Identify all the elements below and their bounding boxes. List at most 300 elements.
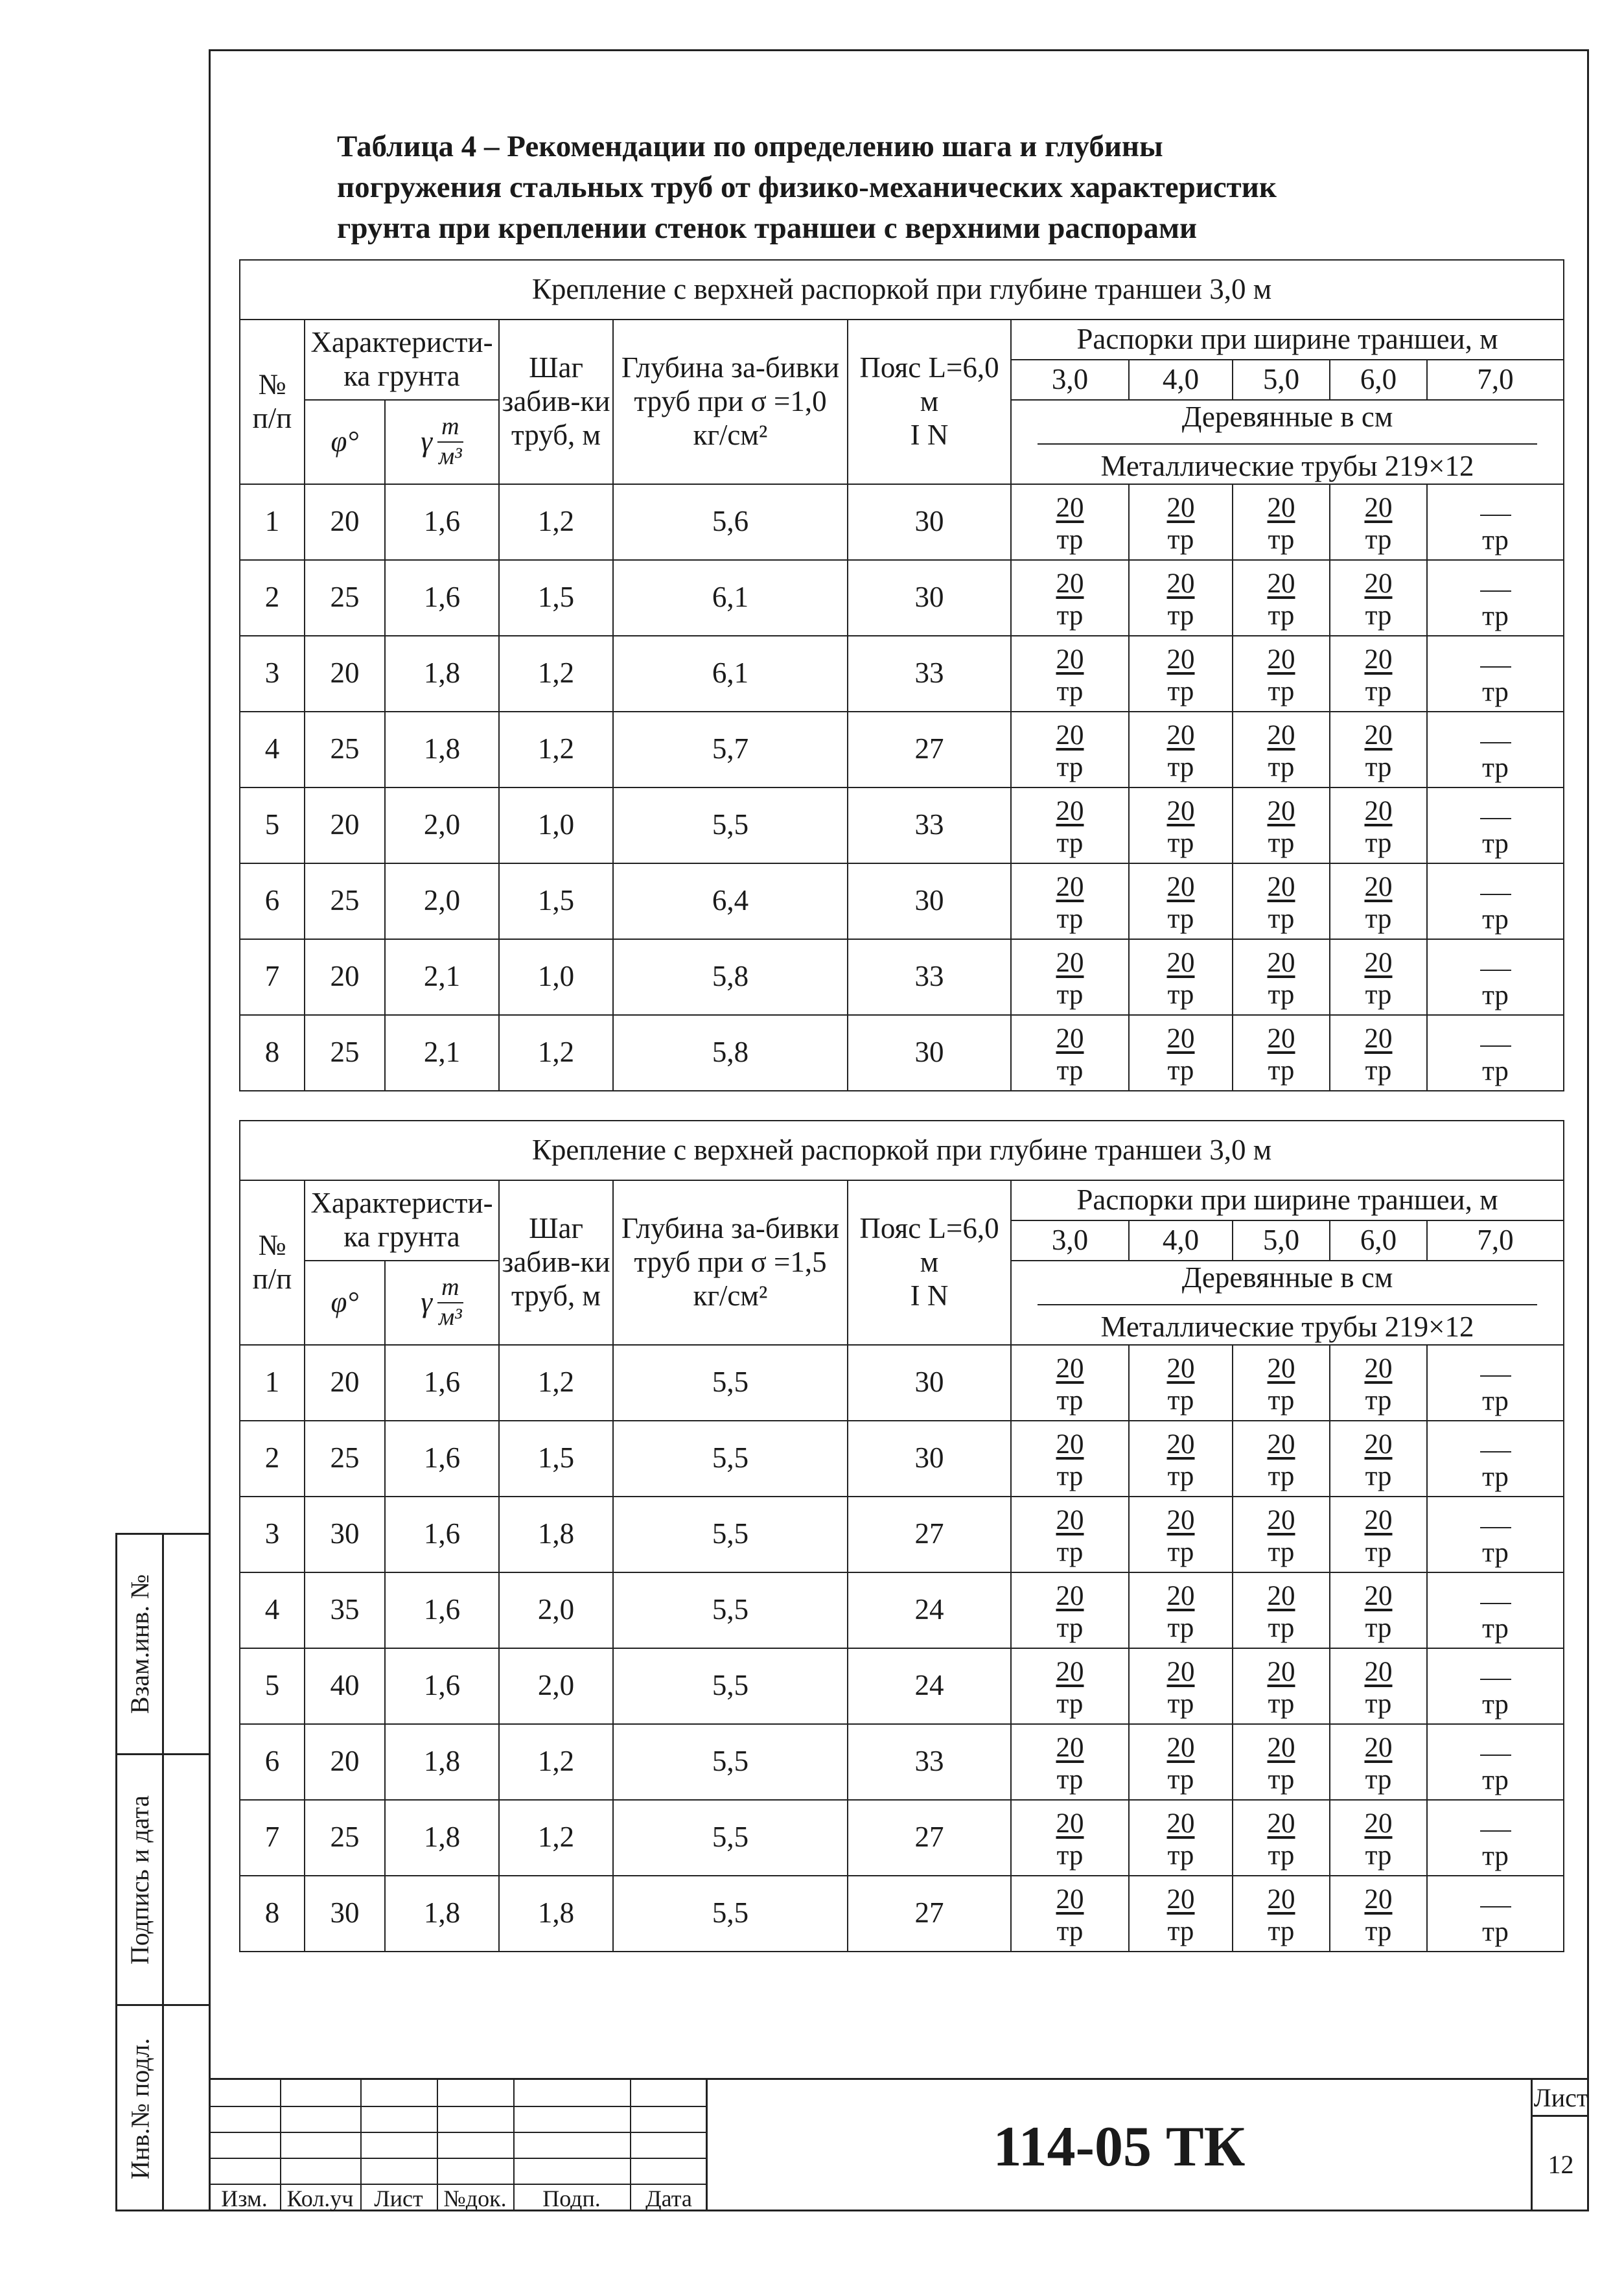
header-depth: Глубина за-бивки труб при σ =1,0 кг/см²: [613, 320, 848, 484]
side-cell-replace: [117, 1535, 211, 1755]
strut-wood-size: 20: [1166, 1732, 1195, 1763]
header-width: 4,0: [1129, 360, 1233, 400]
cell-strut: [1129, 1648, 1233, 1724]
strut-wood-size: 20: [1056, 1808, 1084, 1839]
strut-metal: тр: [1167, 827, 1194, 858]
cell-strut: [1129, 1421, 1233, 1497]
strut-wood-size: 20: [1056, 1884, 1084, 1915]
strut-metal: тр: [1365, 1915, 1392, 1946]
strut-metal: тр: [1056, 827, 1084, 858]
cell-strut: [1011, 1648, 1129, 1724]
cell-n: 3: [240, 636, 305, 712]
cell-phi: 20: [305, 939, 385, 1015]
strut-dash: [1480, 1891, 1511, 1907]
strut-dash: [1480, 1587, 1511, 1604]
cell-strut: [1330, 939, 1427, 1015]
strut-metal: тр: [1268, 1612, 1295, 1643]
strut-fraction: [1480, 878, 1511, 933]
cell-strut: [1129, 787, 1233, 863]
cell-strut: [1427, 1800, 1564, 1876]
cell-belt: 27: [848, 1876, 1011, 1952]
cell-phi: 20: [305, 1724, 385, 1800]
strut-fraction: [1268, 721, 1295, 781]
stamp-col-docnum: №док.: [443, 2186, 507, 2211]
header-number: [240, 320, 305, 484]
cell-phi: 25: [305, 1800, 385, 1876]
strut-metal: тр: [1365, 1055, 1392, 1086]
cell-belt: 24: [848, 1572, 1011, 1648]
strut-metal: тр: [1268, 1460, 1295, 1491]
strut-wood-size: 20: [1056, 795, 1084, 826]
cell-strut: [1129, 939, 1233, 1015]
strut-metal: тр: [1167, 600, 1194, 631]
header-width: 4,0: [1129, 1220, 1233, 1261]
title-line-1: Таблица 4 – Рекомендации по определению шага и глубины: [337, 130, 1163, 163]
cell-strut: [1330, 560, 1427, 636]
cell-phi: 20: [305, 484, 385, 560]
strut-wood-size: 20: [1056, 871, 1084, 902]
strut-fraction: [1480, 1891, 1511, 1946]
header-struts: Распорки при ширине траншеи, м: [1011, 320, 1564, 360]
title-block: [209, 2078, 1589, 2211]
strut-fraction: [1268, 1355, 1295, 1414]
strut-wood-size: 20: [1056, 1023, 1084, 1054]
strut-dash: [1480, 878, 1511, 895]
strut-fraction: [1268, 570, 1295, 629]
strut-wood-size: 20: [1166, 1353, 1195, 1384]
stamp-col-sheet: Лист: [374, 2186, 423, 2211]
strut-fraction: [1056, 1810, 1084, 1869]
strut-fraction: [1480, 1587, 1511, 1642]
cell-strut: [1011, 712, 1129, 787]
strut-metal: тр: [1365, 1839, 1392, 1871]
cell-strut: [1233, 1572, 1330, 1648]
strut-fraction: [1268, 949, 1295, 1009]
strut-metal: тр: [1056, 600, 1084, 631]
strut-wood-size: 20: [1166, 1808, 1195, 1839]
cell-n: 5: [240, 1648, 305, 1724]
header-width: 7,0: [1427, 1220, 1564, 1261]
cell-depth: 5,6: [613, 484, 848, 560]
strut-dash: [1480, 954, 1511, 971]
cell-strut: [1427, 1648, 1564, 1724]
cell-step: 1,2: [499, 1800, 613, 1876]
header-width: 6,0: [1330, 1220, 1427, 1261]
side-label-replace: Взам.инв. №: [125, 1574, 155, 1714]
cell-strut: [1233, 1724, 1330, 1800]
cell-strut: [1129, 636, 1233, 712]
strut-metal: тр: [1482, 524, 1509, 555]
header-number-pp: п/п: [252, 401, 292, 434]
strut-fraction: [1365, 570, 1393, 629]
stamp-col-signature: Подп.: [542, 2186, 601, 2211]
cell-phi: 25: [305, 560, 385, 636]
strut-fraction: [1056, 1582, 1084, 1642]
cell-strut: [1330, 1648, 1427, 1724]
strut-fraction: [1268, 873, 1295, 933]
strut-metal: тр: [1167, 1764, 1194, 1795]
cell-gamma: 1,6: [385, 484, 499, 560]
cell-strut: [1427, 787, 1564, 863]
strut-metal: тр: [1365, 1688, 1392, 1719]
strut-dash: [1480, 1815, 1511, 1832]
cell-strut: [1011, 1345, 1129, 1421]
header-materials: [1011, 1261, 1564, 1345]
header-number: [240, 1180, 305, 1345]
strut-fraction: [1268, 797, 1295, 857]
cell-n: 3: [240, 1497, 305, 1572]
cell-step: 1,8: [499, 1876, 613, 1952]
cell-n: 1: [240, 1345, 305, 1421]
header-belt: [848, 320, 1011, 484]
strut-wood-size: 20: [1056, 1732, 1084, 1763]
cell-gamma: 1,6: [385, 1648, 499, 1724]
strut-wood-size: 20: [1267, 871, 1295, 902]
strut-fraction: [1480, 1436, 1511, 1491]
cell-n: 2: [240, 560, 305, 636]
strut-metal: тр: [1167, 1612, 1194, 1643]
cell-phi: 25: [305, 863, 385, 939]
cell-belt: 30: [848, 863, 1011, 939]
strut-dash: [1480, 651, 1511, 668]
cell-phi: 35: [305, 1572, 385, 1648]
cell-depth: 6,1: [613, 636, 848, 712]
header-phi: φ°: [305, 1261, 385, 1345]
header-belt-label: Пояс L=6,0 м: [859, 351, 999, 417]
strut-wood-size: 20: [1267, 1580, 1295, 1611]
header-belt-profile: I N: [910, 418, 949, 451]
cell-depth: 5,7: [613, 712, 848, 787]
strut-fraction: [1167, 721, 1195, 781]
strut-metal: тр: [1482, 1688, 1509, 1720]
strut-metal: тр: [1268, 1839, 1295, 1871]
cell-strut: [1427, 1876, 1564, 1952]
table-row: [240, 1648, 1564, 1724]
cell-phi: 40: [305, 1648, 385, 1724]
strut-fraction: [1365, 494, 1393, 554]
cell-step: 1,2: [499, 1345, 613, 1421]
cell-strut: [1427, 560, 1564, 636]
strut-metal: тр: [1167, 1688, 1194, 1719]
strut-metal: тр: [1268, 524, 1295, 555]
header-belt-profile: I N: [910, 1279, 949, 1312]
strut-wood-size: 20: [1267, 1808, 1295, 1839]
strut-fraction: [1167, 646, 1195, 705]
strut-metal: тр: [1482, 904, 1509, 935]
cell-strut: [1330, 787, 1427, 863]
strut-dash: [1480, 802, 1511, 819]
cell-strut: [1330, 863, 1427, 939]
cell-strut: [1233, 939, 1330, 1015]
document-code: 114-05 ТК: [708, 2078, 1531, 2213]
cell-step: 1,5: [499, 560, 613, 636]
strut-metal: тр: [1167, 1055, 1194, 1086]
strut-fraction: [1365, 797, 1393, 857]
strut-metal: тр: [1365, 1384, 1392, 1416]
strut-fraction: [1167, 494, 1195, 554]
strut-metal: тр: [1268, 600, 1295, 631]
strut-metal: тр: [1167, 903, 1194, 934]
table-row: [240, 1724, 1564, 1800]
strut-wood-size: 20: [1056, 1580, 1084, 1611]
strut-fraction: [1480, 1815, 1511, 1870]
strut-metal: тр: [1482, 1840, 1509, 1871]
cell-phi: 20: [305, 1345, 385, 1421]
cell-belt: 33: [848, 939, 1011, 1015]
table-row: [240, 1421, 1564, 1497]
cell-gamma: 1,8: [385, 636, 499, 712]
header-phi: φ°: [305, 400, 385, 484]
header-width: 6,0: [1330, 360, 1427, 400]
strut-fraction: [1365, 1582, 1393, 1642]
cell-strut: [1011, 1421, 1129, 1497]
strut-wood-size: 20: [1056, 719, 1084, 751]
strut-fraction: [1056, 797, 1084, 857]
strut-wood-size: 20: [1166, 1580, 1195, 1611]
strut-wood-size: 20: [1166, 1656, 1195, 1687]
strut-wood-size: 20: [1166, 644, 1195, 675]
table-row: [240, 1345, 1564, 1421]
cell-strut: [1330, 484, 1427, 560]
cell-belt: 30: [848, 1421, 1011, 1497]
table-row: [240, 1572, 1564, 1648]
strut-fraction: [1480, 1360, 1511, 1415]
strut-metal: тр: [1365, 751, 1392, 782]
strut-metal: тр: [1056, 675, 1084, 706]
cell-step: 2,0: [499, 1572, 613, 1648]
header-wood: Деревянные в см: [1181, 1261, 1393, 1294]
strut-fraction: [1365, 1430, 1393, 1490]
cell-step: 1,0: [499, 787, 613, 863]
strut-fraction: [1167, 1430, 1195, 1490]
cell-strut: [1129, 1572, 1233, 1648]
cell-gamma: 1,6: [385, 1421, 499, 1497]
strut-metal: тр: [1268, 1384, 1295, 1416]
cell-step: 1,2: [499, 1724, 613, 1800]
strut-metal: тр: [1056, 1915, 1084, 1946]
strut-metal: тр: [1056, 1055, 1084, 1086]
cell-gamma: 2,0: [385, 863, 499, 939]
cell-strut: [1427, 1724, 1564, 1800]
strut-wood-size: 20: [1364, 644, 1393, 675]
cell-gamma: 2,0: [385, 787, 499, 863]
cell-belt: 30: [848, 484, 1011, 560]
strut-fraction: [1365, 1885, 1393, 1945]
gamma-symbol: [421, 413, 463, 471]
cell-strut: [1129, 1800, 1233, 1876]
side-cell-signature: [117, 1755, 211, 2006]
table-section-2: [239, 1120, 1564, 1952]
strut-metal: тр: [1167, 1915, 1194, 1946]
cell-depth: 5,5: [613, 1876, 848, 1952]
cell-depth: 5,5: [613, 1800, 848, 1876]
strut-metal: тр: [1056, 903, 1084, 934]
strut-metal: тр: [1268, 979, 1295, 1010]
strut-fraction: [1365, 1658, 1393, 1718]
strut-fraction: [1167, 570, 1195, 629]
strut-fraction: [1268, 1734, 1295, 1793]
strut-dash: [1480, 575, 1511, 592]
strut-fraction: [1268, 1582, 1295, 1642]
strut-dash: [1480, 1436, 1511, 1452]
strut-metal: тр: [1482, 979, 1509, 1010]
cell-strut: [1011, 1572, 1129, 1648]
strut-wood-size: 20: [1056, 1429, 1084, 1460]
title-line-3: грунта при креплении стенок траншеи с верхними распорами: [337, 211, 1198, 245]
table-row: [240, 484, 1564, 560]
strut-wood-size: 20: [1166, 871, 1195, 902]
strut-fraction: [1268, 1658, 1295, 1718]
cell-belt: 30: [848, 1015, 1011, 1091]
cell-gamma: 2,1: [385, 1015, 499, 1091]
strut-dash: [1480, 1360, 1511, 1377]
header-gamma: [385, 1261, 499, 1345]
strut-wood-size: 20: [1267, 1429, 1295, 1460]
cell-depth: 5,5: [613, 1421, 848, 1497]
cell-depth: 5,8: [613, 939, 848, 1015]
table-row: [240, 712, 1564, 787]
strut-dash: [1480, 727, 1511, 743]
header-number-pp: п/п: [252, 1262, 292, 1295]
section-caption: Крепление с верхней распоркой при глубине траншеи 3,0 м: [240, 1121, 1564, 1180]
strut-wood-size: 20: [1267, 1023, 1295, 1054]
cell-step: 2,0: [499, 1648, 613, 1724]
cell-strut: [1011, 1876, 1129, 1952]
strut-wood-size: 20: [1364, 568, 1393, 599]
cell-gamma: 1,6: [385, 1497, 499, 1572]
gamma-unit-den: м³: [439, 442, 462, 470]
header-belt: [848, 1180, 1011, 1345]
cell-strut: [1011, 636, 1129, 712]
strut-fraction: [1056, 570, 1084, 629]
strut-wood-size: 20: [1056, 947, 1084, 978]
cell-gamma: 1,6: [385, 1345, 499, 1421]
strut-fraction: [1365, 949, 1393, 1009]
cell-belt: 33: [848, 787, 1011, 863]
strut-wood-size: 20: [1166, 1884, 1195, 1915]
strut-metal: тр: [1167, 1839, 1194, 1871]
strut-wood-size: 20: [1364, 1504, 1393, 1535]
cell-depth: 5,5: [613, 1497, 848, 1572]
cell-strut: [1427, 1345, 1564, 1421]
strut-metal: тр: [1167, 524, 1194, 555]
strut-metal: тр: [1365, 1536, 1392, 1567]
strut-wood-size: 20: [1267, 568, 1295, 599]
cell-strut: [1233, 560, 1330, 636]
table-row: [240, 939, 1564, 1015]
strut-fraction: [1056, 1734, 1084, 1793]
strut-metal: тр: [1482, 600, 1509, 631]
strut-wood-size: 20: [1364, 1732, 1393, 1763]
cell-gamma: 1,6: [385, 560, 499, 636]
table-row: [240, 1015, 1564, 1091]
strut-fraction: [1167, 1355, 1195, 1414]
gamma-symbol: [421, 1274, 463, 1331]
cell-step: 1,2: [499, 1015, 613, 1091]
cell-strut: [1129, 863, 1233, 939]
cell-strut: [1427, 863, 1564, 939]
strut-metal: тр: [1167, 1460, 1194, 1491]
stamp-col-date: Дата: [645, 2186, 692, 2211]
strut-wood-size: 20: [1056, 568, 1084, 599]
sheet-label: Лист: [1533, 2080, 1589, 2117]
cell-step: 1,2: [499, 712, 613, 787]
header-number-sign: №: [258, 368, 286, 401]
strut-metal: тр: [1268, 1536, 1295, 1567]
strut-fraction: [1480, 1663, 1511, 1718]
strut-metal: тр: [1167, 1384, 1194, 1416]
cell-depth: 5,5: [613, 1724, 848, 1800]
strut-fraction: [1167, 1582, 1195, 1642]
cell-n: 1: [240, 484, 305, 560]
strut-fraction: [1056, 1885, 1084, 1945]
gamma-units: [437, 413, 463, 471]
gamma-unit-num: т: [437, 413, 463, 443]
strut-fraction: [1480, 802, 1511, 857]
strut-metal: тр: [1167, 979, 1194, 1010]
header-width: 7,0: [1427, 360, 1564, 400]
cell-depth: 6,4: [613, 863, 848, 939]
cell-belt: 30: [848, 1345, 1011, 1421]
strut-wood-size: 20: [1056, 492, 1084, 523]
header-struts: Распорки при ширине траншеи, м: [1011, 1180, 1564, 1220]
cell-step: 1,2: [499, 484, 613, 560]
strut-metal: тр: [1167, 751, 1194, 782]
table-row: [240, 787, 1564, 863]
strut-metal: тр: [1268, 827, 1295, 858]
cell-strut: [1427, 712, 1564, 787]
strut-fraction: [1268, 1430, 1295, 1490]
cell-strut: [1129, 1724, 1233, 1800]
cell-strut: [1427, 1421, 1564, 1497]
strut-dash: [1480, 1663, 1511, 1680]
strut-metal: тр: [1482, 1764, 1509, 1795]
gamma-units: [437, 1274, 463, 1331]
strut-wood-size: 20: [1056, 1504, 1084, 1535]
table-row: [240, 1497, 1564, 1572]
cell-strut: [1330, 1724, 1427, 1800]
strut-metal: тр: [1482, 1916, 1509, 1947]
strut-fraction: [1056, 1658, 1084, 1718]
cell-strut: [1129, 1497, 1233, 1572]
sheet-number: 12: [1548, 2149, 1574, 2179]
side-cell-inventory: [117, 2006, 211, 2211]
cell-strut: [1011, 484, 1129, 560]
strut-fraction: [1365, 1355, 1393, 1414]
strut-metal: тр: [1482, 1461, 1509, 1492]
cell-strut: [1427, 1497, 1564, 1572]
stamp-col-count: Кол.уч: [286, 2186, 354, 2211]
strut-fraction: [1365, 1025, 1393, 1084]
strut-fraction: [1268, 1810, 1295, 1869]
cell-strut: [1233, 1648, 1330, 1724]
strut-metal: тр: [1268, 1055, 1295, 1086]
strut-wood-size: 20: [1267, 492, 1295, 523]
strut-wood-size: 20: [1267, 795, 1295, 826]
cell-phi: 20: [305, 787, 385, 863]
strut-fraction: [1480, 575, 1511, 630]
cell-strut: [1011, 1800, 1129, 1876]
strut-metal: тр: [1056, 1688, 1084, 1719]
cell-strut: [1233, 1345, 1330, 1421]
cell-strut: [1129, 560, 1233, 636]
cell-gamma: 1,8: [385, 712, 499, 787]
strut-wood-size: 20: [1267, 1732, 1295, 1763]
cell-strut: [1129, 1876, 1233, 1952]
cell-gamma: 2,1: [385, 939, 499, 1015]
cell-strut: [1330, 712, 1427, 787]
strut-fraction: [1480, 1030, 1511, 1085]
